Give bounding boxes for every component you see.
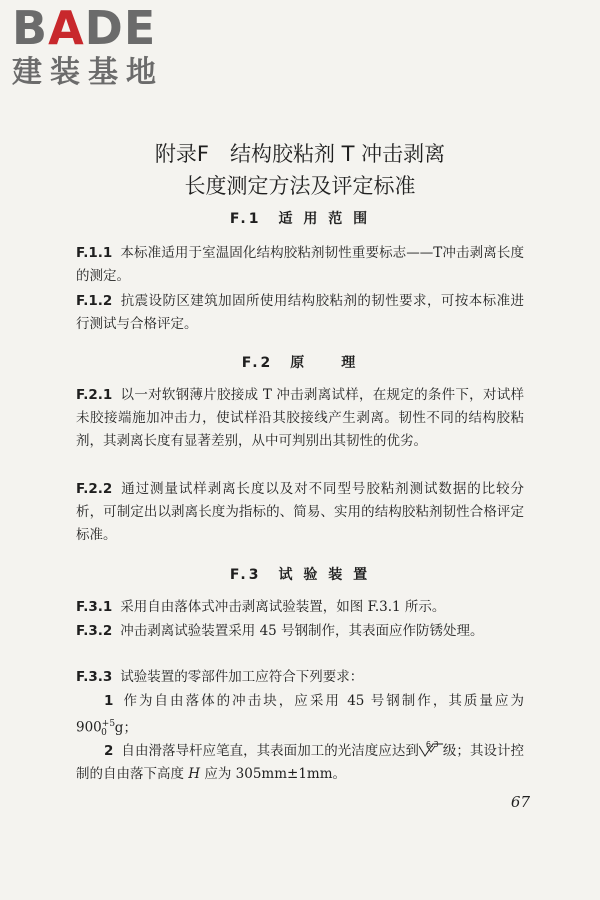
surface-roughness-icon [419,740,443,757]
item-text: 应为 305mm±1mm。 [204,766,347,782]
clause-f3-3-item-1 [76,690,524,745]
logo-letter-accent: A [48,1,85,55]
clause-f3-3-item-2 [76,740,524,786]
item-text: 自由滑落导杆应笔直，其表面加工的光洁度应达到 [121,743,419,759]
logo [12,2,182,90]
clause-number: F.3.3 [76,669,113,685]
clause-text: 通过测量试样剥离长度以及对不同型号胶粘剂测试数据的比较分析，可制定出以剥离长度为指标的、简易、实用的结构胶粘剂韧性合格评定标准。 [76,481,524,543]
clause-f1-2 [76,290,524,336]
section-heading-f2: F.2 原 理 [241,355,359,371]
item-number: 1 [104,693,114,709]
logo-chinese: 建装基地 [12,55,164,90]
clause-number: F.1.1 [76,245,113,261]
section-heading-f3: F.3 试 验 装 置 [229,567,371,583]
clause-text: 以一对软钢薄片胶接成 T 冲击剥离试样，在规定的条件下，对试样未胶接端施加冲击力，使试样沿其胶接线产生剥离。韧性不同的结构胶粘剂，其剥离长度有显著差别，从中可判别出其韧性的优劣。 [76,387,524,449]
clause-number: F.1.2 [76,293,113,309]
clause-f3-1 [76,596,524,619]
title-line-1: 附录F 结构胶粘剂 T 冲击剥离 [154,142,446,166]
title-line-2: 长度测定方法及评定标准 [184,174,416,198]
clause-number: F.3.1 [76,599,113,615]
roughness-value: 6.3 [425,740,439,749]
clause-f3-2 [76,620,524,643]
item-text: 级；其设计控制的自由落下高度 [76,743,525,782]
clause-text: 试验装置的零部件加工应符合下列要求： [120,669,364,685]
section-heading-f1: F.1 适 用 范 围 [229,211,371,227]
clause-text: 本标准适用于室温固化结构胶粘剂韧性重要标志——T冲击剥离长度的测定。 [76,245,524,284]
tolerance-upper: +5 [101,719,116,729]
item-text: 作为自由落体的冲击块，应采用 45 号钢制作，其质量应为 900 [76,693,524,736]
clause-text: 采用自由落体式冲击剥离试验装置，如图 F.3.1 所示。 [120,599,446,615]
clause-text: 抗震设防区建筑加固所使用结构胶粘剂的韧性要求，可按本标准进行测试与合格评定。 [76,293,524,332]
clause-f2-2 [76,478,524,547]
clause-text: 冲击剥离试验装置采用 45 号钢制作，其表面应作防锈处理。 [120,623,484,639]
clause-f3-3 [76,666,524,689]
clause-number: F.3.2 [76,623,113,639]
clause-f1-1 [76,242,524,288]
logo-letter: B [12,1,49,55]
logo-wordmark [12,2,182,54]
page-number: 67 [510,793,530,811]
item-number: 2 [104,743,114,759]
clause-number: F.2.1 [76,387,113,403]
clause-number: F.2.2 [76,481,113,497]
logo-letters: DE [84,1,157,55]
variable-h: H [188,766,201,782]
page-title [0,138,600,202]
tolerance-lower: 0 [101,728,107,739]
item-unit: g； [114,719,137,736]
clause-f2-1 [76,384,524,453]
